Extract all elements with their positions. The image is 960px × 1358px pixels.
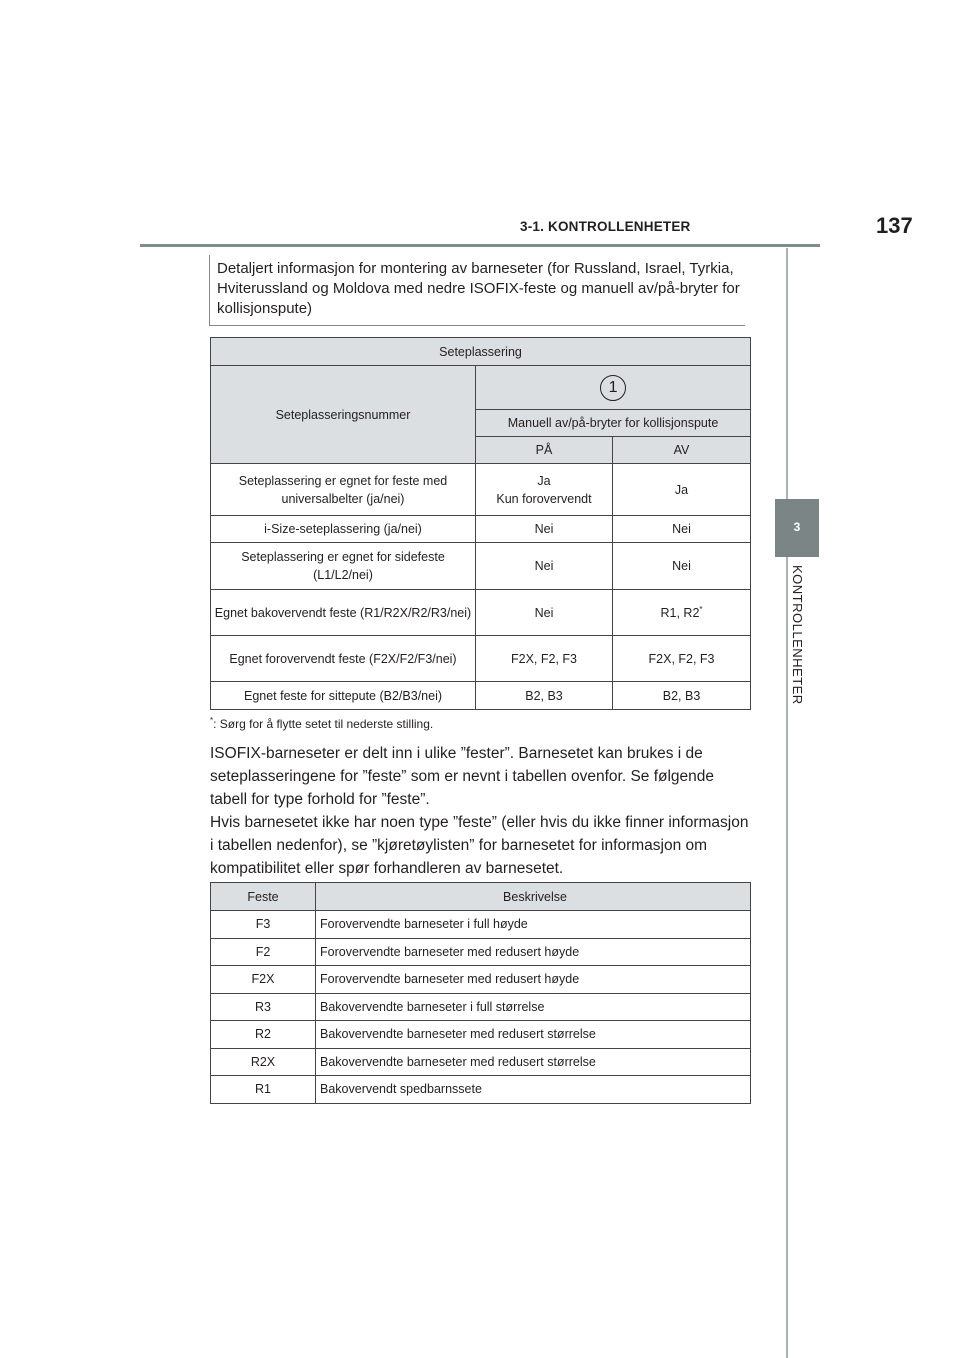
table-row [211, 993, 751, 1021]
row-label: Egnet feste for sittepute (B2/B3/nei) [211, 682, 476, 710]
fixture-description: Forovervendte barneseter med redusert høyde [316, 966, 751, 994]
row-on-value: B2, B3 [476, 682, 613, 710]
seat-table-title: Seteplassering [211, 338, 751, 366]
table-row [211, 911, 751, 939]
table-row [211, 1048, 751, 1076]
page-number: 137 [876, 213, 913, 238]
row-off-cell [613, 590, 751, 636]
table-row [211, 938, 751, 966]
info-box: Detaljert informasjon for montering av barneseter (for Russland, Israel, Tyrkia, Hviterussland og Moldova med nedre ISOFIX-feste og manuell av/på-bryter for kollisjonspute) [209, 255, 745, 326]
table-row [211, 966, 751, 994]
body-text [210, 742, 750, 880]
fixture-code: F3 [211, 911, 316, 939]
footnote [210, 717, 433, 731]
footnote-mark: * [210, 716, 214, 725]
fixture-code: F2X [211, 966, 316, 994]
fixture-code: R2 [211, 1021, 316, 1049]
table-row [211, 1076, 751, 1104]
airbag-switch-header: Manuell av/på-bryter for kollisjonspute [476, 410, 751, 437]
row-on-value: Nei [476, 543, 613, 590]
fixture-code: F2 [211, 938, 316, 966]
seat-position-cell [476, 366, 751, 410]
chapter-number: 3 [793, 520, 801, 534]
footnote-text: : Sørg for å flytte setet til nederste stilling. [213, 717, 434, 731]
row-off-value: F2X, F2, F3 [613, 636, 751, 682]
footnote-mark: * [699, 604, 703, 614]
row-label: Seteplassering er egnet for feste med universalbelter (ja/nei) [211, 464, 476, 516]
seat-position-number: 1 [600, 375, 626, 401]
row-off-value: Nei [613, 516, 751, 543]
fixture-description: Bakovervendte barneseter i full størrelse [316, 993, 751, 1021]
row-on-cell [476, 464, 613, 516]
row-on-value: F2X, F2, F3 [476, 636, 613, 682]
header-rule [140, 244, 820, 247]
table-row [211, 1021, 751, 1049]
fixture-table [210, 882, 751, 1104]
row-label: Egnet bakovervendt feste (R1/R2X/R2/R3/nei) [211, 590, 476, 636]
row-off-value: Ja [613, 464, 751, 516]
side-divider [786, 248, 788, 1358]
row-label: i-Size-seteplassering (ja/nei) [211, 516, 476, 543]
fixture-description: Bakovervendt spedbarnssete [316, 1076, 751, 1104]
page-header [140, 0, 913, 248]
row-off-value: R1, R2 [660, 605, 700, 620]
fixture-code: R2X [211, 1048, 316, 1076]
row-off-value: Nei [613, 543, 751, 590]
fixture-description: Bakovervendte barneseter med redusert størrelse [316, 1021, 751, 1049]
switch-on-header: PÅ [476, 437, 613, 464]
row-off-value: B2, B3 [613, 682, 751, 710]
fixture-description: Forovervendte barneseter i full høyde [316, 911, 751, 939]
fixture-description: Bakovervendte barneseter med redusert størrelse [316, 1048, 751, 1076]
fixture-header: Feste [211, 883, 316, 911]
row-label: Seteplassering er egnet for sidefeste (L1/L2/nei) [211, 543, 476, 590]
seat-position-table [210, 337, 751, 710]
paragraph: ISOFIX-barneseter er delt inn i ulike ”fester”. Barnesetet kan brukes i de seteplasseringene for ”feste” som er nevnt i tabellen ovenfor. Se følgende tabell for type forhold for ”feste”. [210, 745, 715, 808]
fixture-description: Forovervendte barneseter med redusert høyde [316, 938, 751, 966]
description-header: Beskrivelse [316, 883, 751, 911]
chapter-tab[interactable] [775, 499, 819, 557]
fixture-code: R1 [211, 1076, 316, 1104]
row-label: Egnet forovervendt feste (F2X/F2/F3/nei) [211, 636, 476, 682]
paragraph: Hvis barnesetet ikke har noen type ”feste” (eller hvis du ikke finner informasjon i tabellen nedenfor), se ”kjøretøylisten” for barnesetet for informasjon om kompatibilitet eller spør forhandleren av barnesetet. [210, 814, 749, 877]
row-on-note: Kun forovervendt [496, 491, 592, 506]
row-on-value: Nei [476, 516, 613, 543]
section-title: 3-1. KONTROLLENHETER [520, 219, 691, 234]
row-on-value: Ja [537, 473, 551, 488]
chapter-label: KONTROLLENHETER [790, 565, 805, 705]
row-on-value: Nei [476, 590, 613, 636]
seat-number-header: Seteplasseringsnummer [211, 366, 476, 464]
fixture-code: R3 [211, 993, 316, 1021]
switch-off-header: AV [613, 437, 751, 464]
